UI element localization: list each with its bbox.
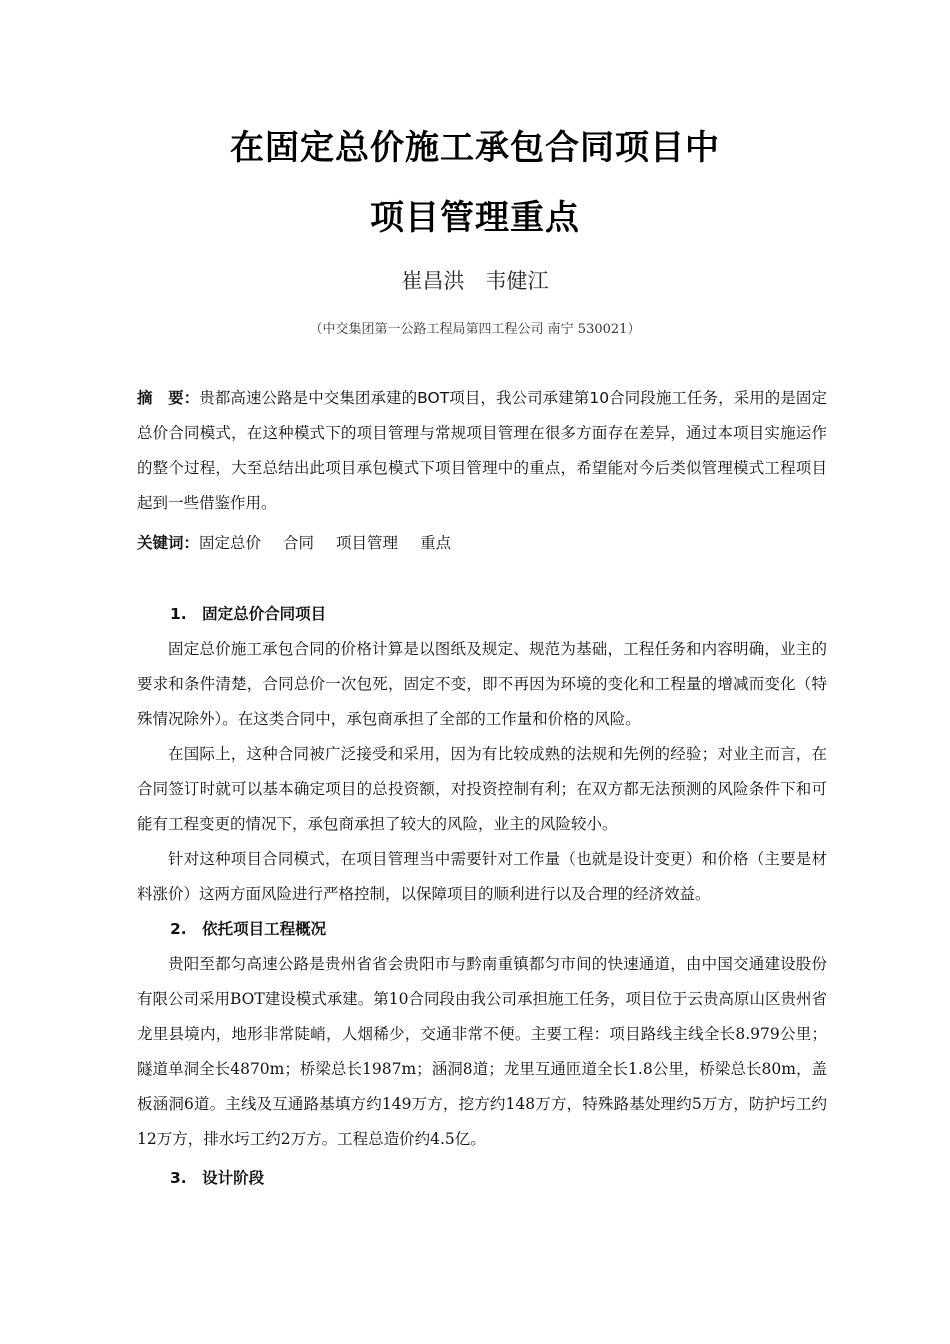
document-title-line-1: 在固定总价施工承包合同项目中 xyxy=(230,128,720,168)
section-heading: 3. 设计阶段 xyxy=(170,1169,265,1187)
section-heading: 1. 固定总价合同项目 xyxy=(170,605,327,623)
affiliation: （中交集团第一公路工程局第四工程公司 南宁 530021） xyxy=(309,322,641,337)
abstract xyxy=(137,381,827,521)
abstract-label: 摘 要： xyxy=(137,389,200,407)
document-body xyxy=(137,597,827,1196)
keyword: 项目管理 xyxy=(336,534,399,552)
paragraph: 针对这种项目合同模式，在项目管理当中需要针对工作量（也就是设计变更）和价格（主要是材料涨价）这两方面风险进行严格控制，以保障项目的顺利进行以及合理的经济效益。 xyxy=(137,850,827,903)
document-title-line-2: 项目管理重点 xyxy=(370,198,580,238)
keywords xyxy=(137,528,827,558)
paragraph: 贵阳至都匀高速公路是贵州省省会贵阳市与黔南重镇都匀市间的快速通道，由中国交通建设股份有限公司采用BOT建设模式承建。第10合同段由我公司承担施工任务，项目位于云贵高原山区贵州省龙里县境内，地形非常陡峭，人烟稀少，交通非常不便。主要工程：项目路线主线全长8.979公里；隧道单洞全长4870m；桥梁总长1987m；涵洞8道；龙里互通匝道全长1.8公里，桥梁总长80m，盖板涵洞6道。主线及互通路基填方约149万方，挖方约148万方，特殊路基处理约5万方，防护圬工约12万方，排水圬工约2万方。工程总造价约4.5亿。 xyxy=(137,955,827,1148)
keyword: 重点 xyxy=(420,534,452,552)
paragraph: 固定总价施工承包合同的价格计算是以图纸及规定、规范为基础，工程任务和内容明确，业主的要求和条件清楚，合同总价一次包死，固定不变，即不再因为环境的变化和工程量的增减而变化（特殊情况除外）。在这类合同中，承包商承担了全部的工作量和价格的风险。 xyxy=(137,640,827,728)
section-heading: 2. 依托项目工程概况 xyxy=(170,920,327,938)
abstract-text: 贵都高速公路是中交集团承建的BOT项目，我公司承建第10合同段施工任务，采用的是固定总价合同模式，在这种模式下的项目管理与常规项目管理在很多方面存在差异，通过本项目实施运作的整个过程，大至总结出此项目承包模式下项目管理中的重点，希望能对今后类似管理模式工程项目起到一些借鉴作用。 xyxy=(137,389,827,512)
keywords-label: 关键词： xyxy=(137,534,200,552)
authors: 崔昌洪 韦健江 xyxy=(401,269,549,293)
keyword: 合同 xyxy=(283,534,315,552)
keyword: 固定总价 xyxy=(199,534,262,552)
paragraph: 在国际上，这种合同被广泛接受和采用，因为有比较成熟的法规和先例的经验；对业主而言，在合同签订时就可以基本确定项目的总投资额，对投资控制有利；在双方都无法预测的风险条件下和可能有工程变更的情况下，承包商承担了较大的风险，业主的风险较小。 xyxy=(137,745,827,833)
